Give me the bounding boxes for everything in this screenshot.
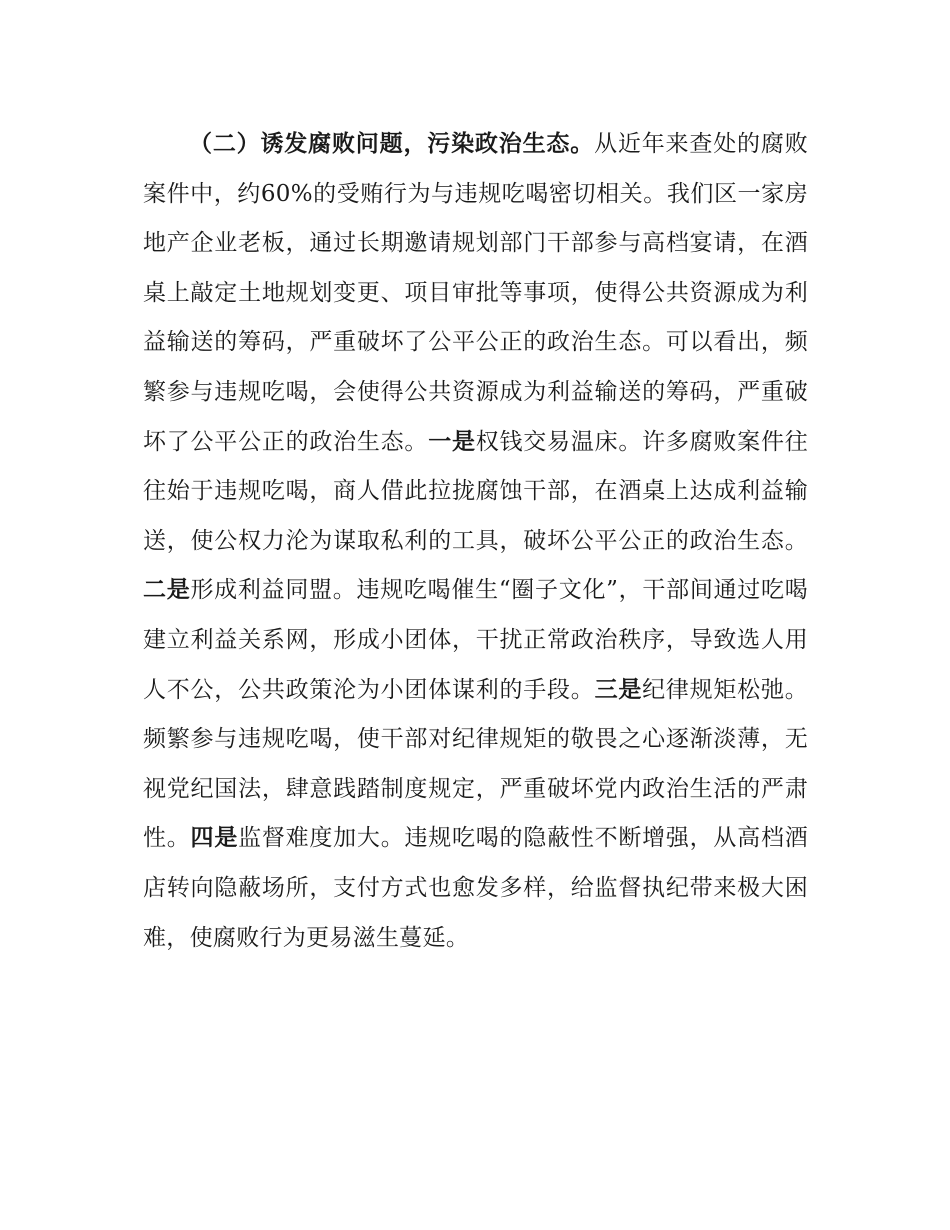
point-2-text: 形成利益同盟。违规吃喝催生“圈子文化”，干部间通过吃喝建立利益关系网，形成小团体，干扰正常政治秩序，导致选人用人不公，公共政策沦为小团体谋利的手段。 [143, 577, 808, 703]
intro-text: 从近年来查处的腐败案件中，约60%的受贿行为与违规吃喝密切相关。我们区一家房地产企业老板，通过长期邀请规划部门干部参与高档宴请，在酒桌上敲定土地规划变更、项目审批等事项，使得公共资源成为利益输送的筹码，严重破坏了公平公正的政治生态。可以看出，频繁参与违规吃喝，会使得公共资源成为利益输送的筹码，严重破坏了公平公正的政治生态。 [143, 131, 808, 455]
point-4-label: 四是 [190, 825, 239, 852]
document-body [143, 120, 808, 963]
section-heading: （二）诱发腐败问题，污染政治生态。 [189, 131, 595, 157]
point-2-label: 二是 [143, 577, 191, 604]
point-3-label: 三是 [594, 676, 643, 703]
point-4-text: 监督难度加大。违规吃喝的隐蔽性不断增强，从高档酒店转向隐蔽场所，支付方式也愈发多样，给监督执纪带来极大困难，使腐败行为更易滋生蔓延。 [143, 825, 809, 951]
point-3-text: 纪律规矩松弛。频繁参与违规吃喝，使干部对纪律规矩的敬畏之心逐渐淡薄，无视党纪国法，肆意践踏制度规定，严重破坏党内政治生活的严肃性。 [143, 676, 809, 852]
point-1-text: 权钱交易温床。许多腐败案件往往始于违规吃喝，商人借此拉拢腐蚀干部，在酒桌上达成利益输送，使公权力沦为谋取私利的工具，破坏公平公正的政治生态。 [143, 428, 809, 554]
paragraph [143, 120, 808, 963]
point-1-label: 一是 [428, 428, 476, 455]
